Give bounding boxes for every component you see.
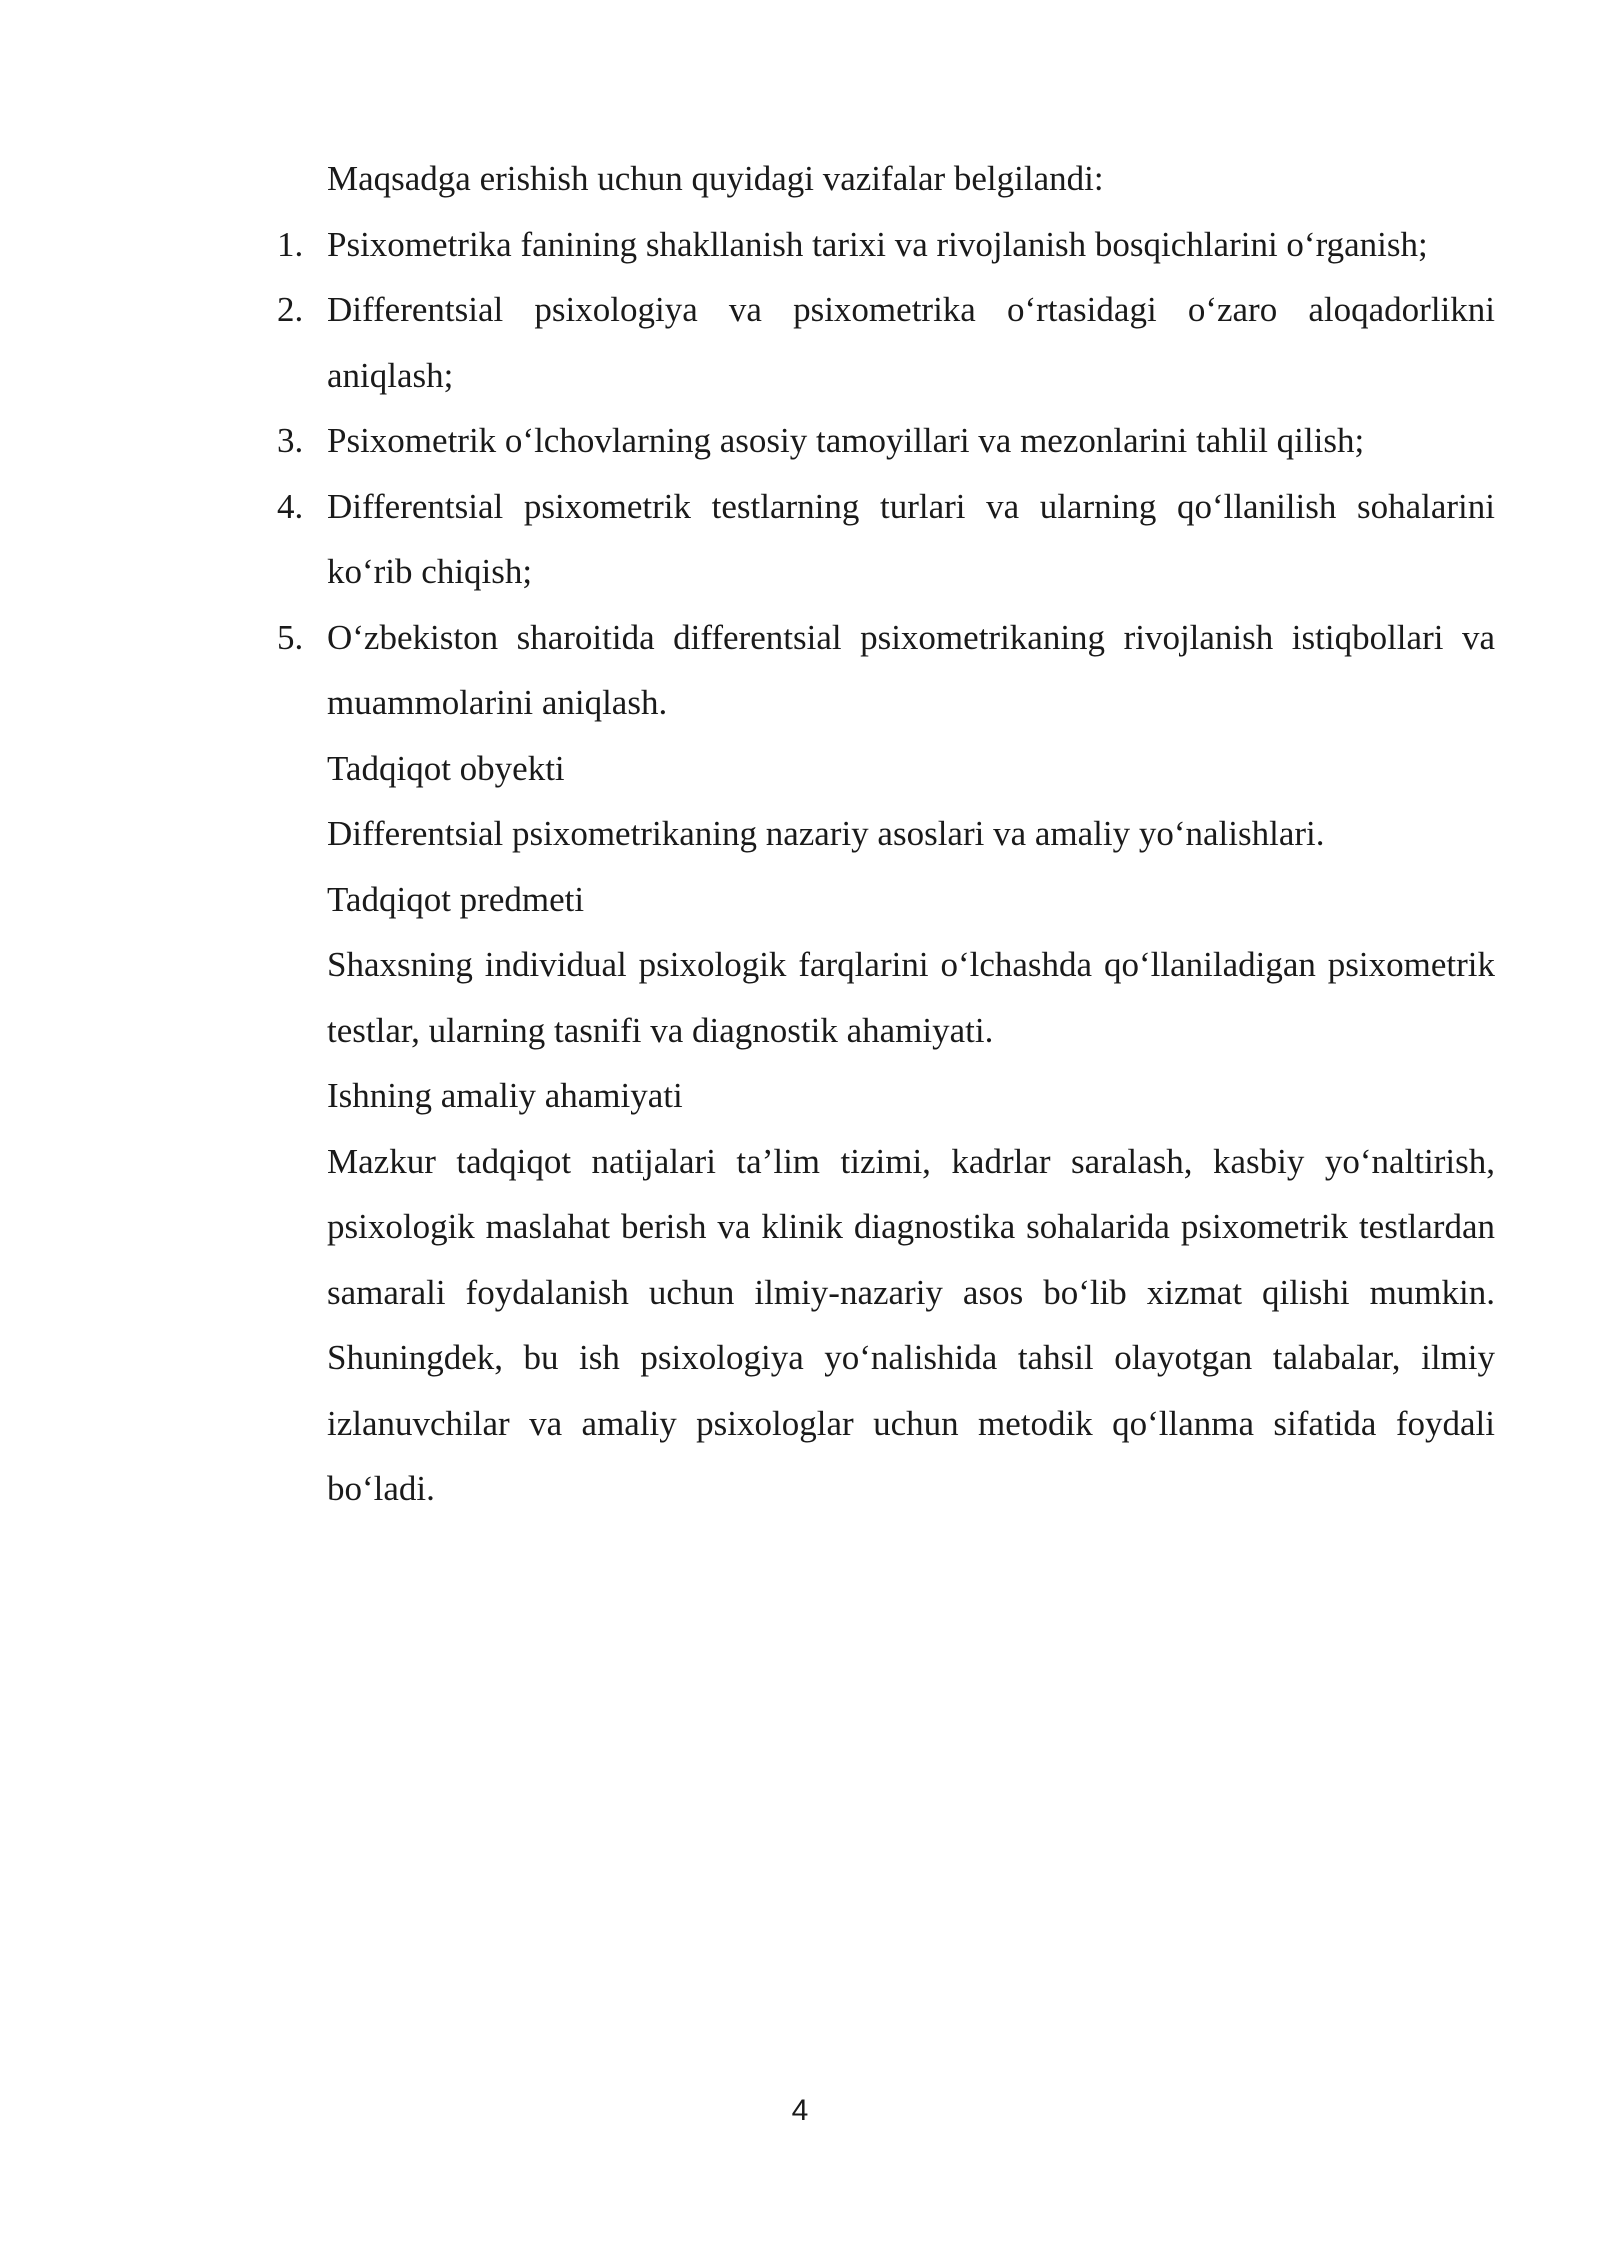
list-item-number: 4. bbox=[277, 486, 304, 526]
list-item-number: 3. bbox=[277, 421, 304, 460]
list-item-number: 2. bbox=[277, 290, 304, 329]
list-item bbox=[277, 408, 1495, 474]
subject-text: Shaxsning individual psixologik farqlarini o‘lchashda qo‘llaniladigan psixometrik testlar, ularning tasnifi va diagnostik ahamiyati. bbox=[327, 945, 1495, 1050]
subject-heading: Tadqiqot predmeti bbox=[327, 879, 585, 919]
list-item bbox=[277, 277, 1495, 408]
tasks-intro: Maqsadga erishish uchun quyidagi vazifalar belgilandi: bbox=[327, 159, 1104, 198]
list-item bbox=[277, 474, 1495, 605]
object-text: Differentsial psixometrikaning nazariy asoslari va amaliy yo‘nalishlari. bbox=[327, 814, 1325, 853]
list-item-text: Psixometrik o‘lchovlarning asosiy tamoyillari va mezonlarini tahlil qilish; bbox=[327, 421, 1365, 460]
list-item-number: 5. bbox=[277, 617, 304, 657]
list-item-number: 1. bbox=[277, 224, 304, 264]
list-item-text: Psixometrika fanining shakllanish tarixi va rivojlanish bosqichlarini o‘rganish; bbox=[327, 224, 1428, 264]
object-heading: Tadqiqot obyekti bbox=[327, 748, 565, 788]
significance-heading: Ishning amaliy ahamiyati bbox=[327, 1076, 683, 1115]
list-item-text: Differentsial psixologiya va psixometrika o‘rtasidagi o‘zaro aloqadorlikni aniqlash; bbox=[327, 290, 1495, 395]
list-item bbox=[277, 212, 1495, 278]
page-content bbox=[277, 146, 1495, 1522]
tasks-list bbox=[277, 212, 1495, 736]
page-number: 4 bbox=[791, 2094, 809, 2127]
list-item bbox=[277, 605, 1495, 736]
significance-text: Mazkur tadqiqot natijalari ta’lim tizimi, kadrlar saralash, kasbiy yo‘naltirish, psixologik maslahat berish va klinik diagnostika sohalarida psixometrik testlardan samarali foydalanish uchun ilmiy-nazariy asos bo‘lib xizmat qilishi mumkin. Shuningdek, bu ish psixologiya yo‘nalishida tahsil olayotgan talabalar, ilmiy izlanuvchilar va amaliy psixologlar uchun metodik qo‘llanma sifatida foydali bo‘ladi. bbox=[327, 1141, 1495, 1508]
list-item-text: O‘zbekiston sharoitida differentsial psixometrikaning rivojlanish istiqbollari va muammolarini aniqlash. bbox=[327, 617, 1495, 722]
list-item-text: Differentsial psixometrik testlarning turlari va ularning qo‘llanilish sohalarini ko‘rib chiqish; bbox=[327, 486, 1495, 591]
